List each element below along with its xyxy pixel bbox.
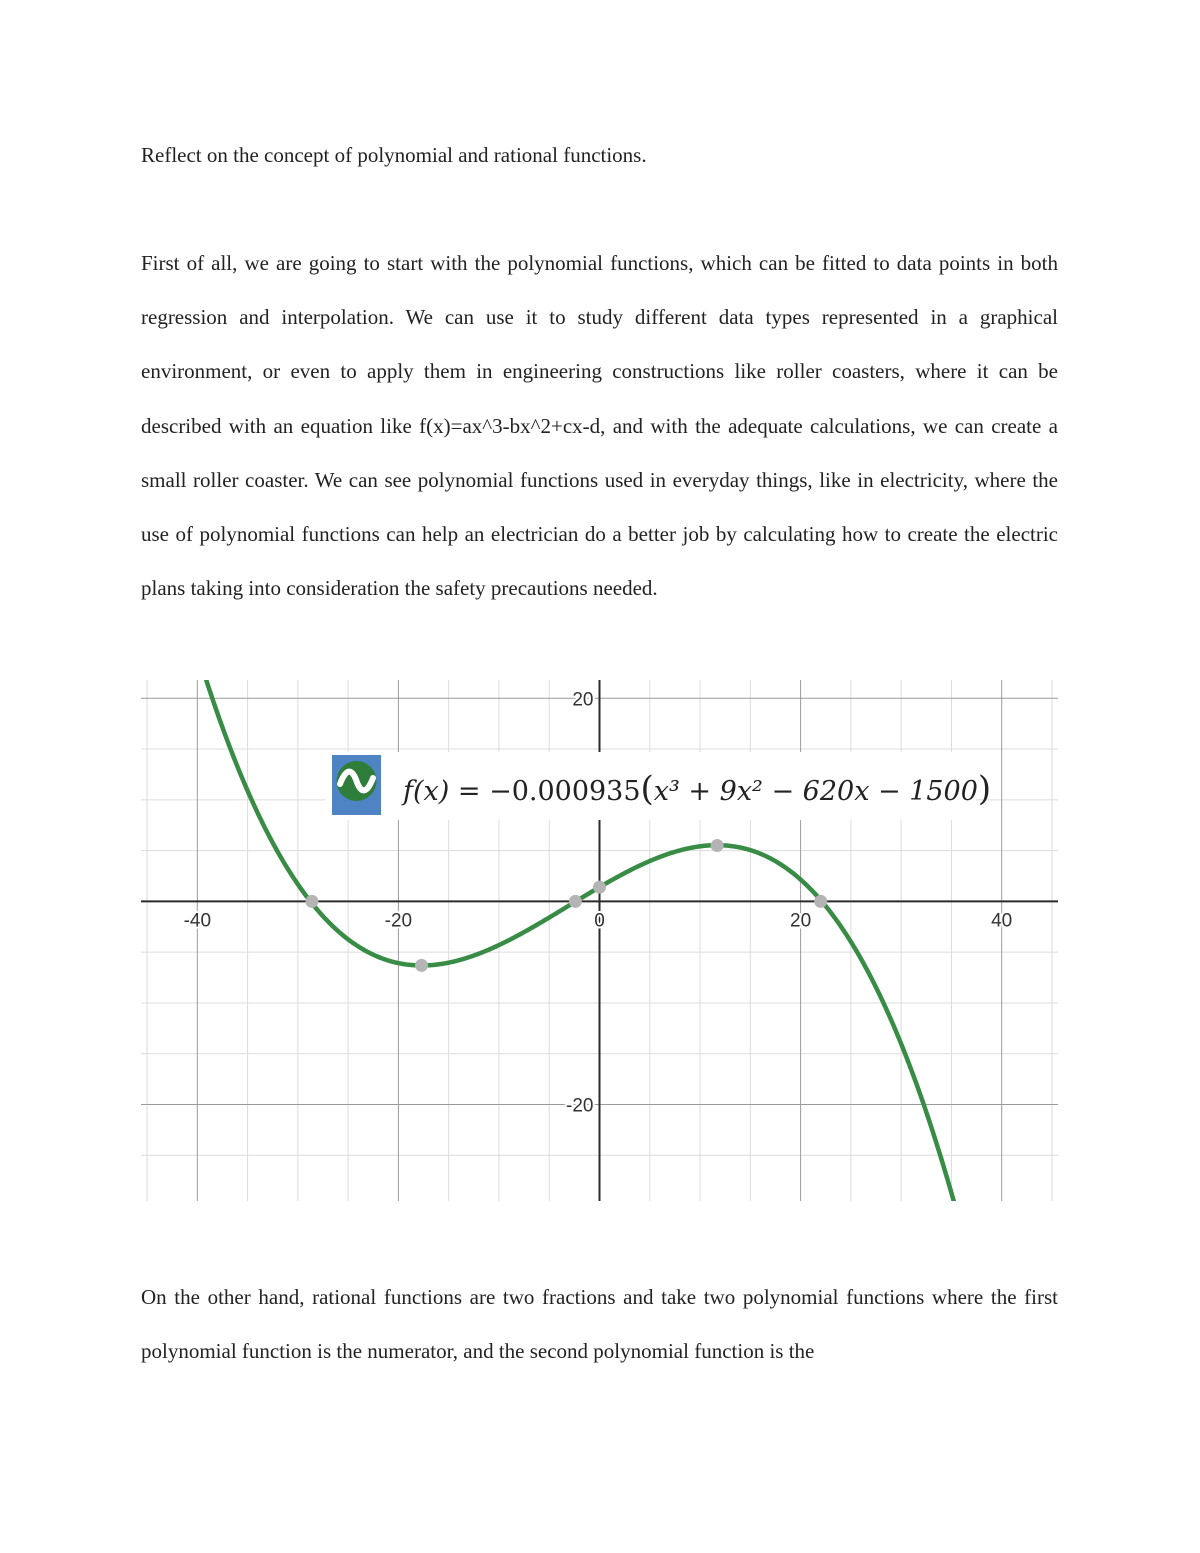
paragraph-rational: On the other hand, rational functions are two fractions and take two polynomial functions where the first polynomial function is the numerator, and the second polynomial function is the bbox=[141, 1285, 1058, 1364]
x-tick-label: 40 bbox=[991, 910, 1013, 932]
equation-text: f(x) = −0.000935(x³ + 9x² − 620x − 1500) bbox=[403, 769, 992, 809]
marked-point bbox=[711, 839, 724, 852]
x-tick-label: 20 bbox=[790, 910, 812, 932]
marked-point bbox=[305, 895, 318, 908]
document-heading: Reflect on the concept of polynomial and rational functions. bbox=[141, 143, 647, 167]
x-tick-label: 0 bbox=[594, 910, 605, 932]
x-tick-label: -20 bbox=[384, 910, 413, 932]
marked-point bbox=[569, 895, 582, 908]
marked-point bbox=[593, 881, 606, 894]
function-graph bbox=[141, 680, 1058, 1201]
marked-point bbox=[415, 959, 428, 972]
desmos-wave-icon bbox=[332, 755, 381, 815]
graph-figure bbox=[141, 680, 1058, 1201]
y-tick-label: 20 bbox=[572, 689, 594, 711]
equation-label bbox=[326, 752, 991, 820]
paragraph-polynomial: First of all, we are going to start with the polynomial functions, which can be fitted to data points in both regression and interpolation. We can use it to study different data types represented in a graphical environment, or even to apply them in engineering constructions like roller coasters, where it can be described with an equation like f(x)=ax^3-bx^2+cx-d, and with the adequate calculations, we can create a small roller coaster. We can see polynomial functions used in everyday things, like in electricity, where the use of polynomial functions can help an electrician do a better job by calculating how to create the electric plans taking into consideration the safety precautions needed. bbox=[141, 251, 1058, 601]
y-tick-label: -20 bbox=[566, 1095, 594, 1117]
marked-point bbox=[814, 895, 827, 908]
x-tick-label: -40 bbox=[183, 910, 212, 932]
